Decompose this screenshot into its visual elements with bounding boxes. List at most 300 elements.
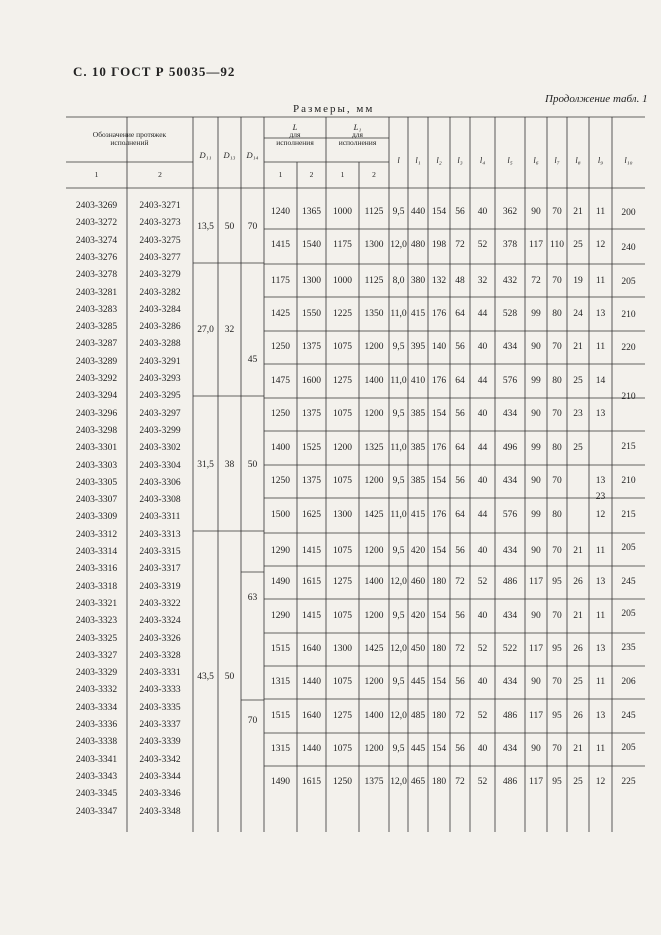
data-cell: 44 — [477, 309, 488, 319]
data-cell: 1400 — [364, 711, 384, 721]
data-cell: 13 — [595, 711, 606, 721]
data-cell: 434 — [502, 677, 518, 687]
designation-exec-2: 2403-3286 — [139, 322, 181, 333]
data-cell: 52 — [477, 644, 488, 654]
data-cell: 64 — [455, 510, 465, 520]
data-cell: 1175 — [271, 276, 290, 286]
data-cell: 154 — [431, 476, 447, 486]
data-cell: 56 — [455, 342, 465, 352]
data-cell: 496 — [502, 443, 518, 453]
l10-value: 205 — [621, 743, 636, 753]
data-cell: 21 — [573, 342, 583, 352]
data-cell: 12,0 — [390, 777, 407, 787]
data-cell: 1515 — [271, 644, 290, 654]
data-cell: 1175 — [333, 240, 352, 250]
data-cell: 1250 — [271, 342, 290, 352]
data-cell: 154 — [431, 207, 447, 217]
data-cell: 64 — [455, 309, 465, 319]
data-cell: 70 — [552, 342, 562, 352]
header-l8: l₈ — [575, 155, 581, 165]
data-cell: 52 — [477, 777, 488, 787]
data-cell: 1500 — [271, 510, 290, 520]
designation-exec-2: 2403-3344 — [139, 771, 181, 782]
data-cell: 13 — [595, 644, 606, 654]
designation-exec-1: 2403-3323 — [75, 616, 118, 627]
data-cell: 56 — [455, 744, 465, 754]
data-cell: 420 — [410, 546, 426, 556]
data-cell: 40 — [477, 744, 488, 754]
data-cell: 1375 — [302, 476, 321, 486]
data-cell: 180 — [431, 711, 447, 721]
header-exec-L: для исполнения — [276, 130, 314, 147]
designation-exec-2: 2403-3295 — [139, 391, 181, 402]
data-cell: 1240 — [271, 207, 290, 217]
data-cell: 576 — [502, 376, 518, 386]
data-cell: 117 — [529, 711, 543, 721]
data-cell: 485 — [410, 711, 426, 721]
designation-exec-1: 2403-3336 — [75, 720, 118, 730]
data-cell: 1200 — [364, 744, 384, 754]
designation-exec-2: 2403-3335 — [139, 702, 181, 713]
data-cell: 90 — [531, 476, 541, 486]
data-cell: 99 — [531, 443, 541, 453]
data-cell: 1365 — [302, 207, 321, 217]
data-cell: 9,5 — [392, 546, 405, 556]
data-cell: 180 — [431, 644, 447, 654]
l10-value: 225 — [621, 777, 636, 787]
data-cell: 24 — [573, 309, 583, 319]
data-cell: 1625 — [302, 510, 321, 520]
data-cell: 1400 — [271, 443, 290, 453]
data-cell: 420 — [410, 611, 426, 621]
data-cell: 95 — [552, 577, 562, 587]
data-cell: 1325 — [364, 443, 384, 453]
data-cell: 21 — [573, 611, 583, 621]
data-cell: 176 — [431, 376, 447, 386]
designation-exec-1: 2403-3325 — [75, 633, 118, 644]
designation-exec-1: 2403-3309 — [75, 512, 118, 523]
data-cell: 1490 — [271, 777, 290, 787]
data-cell: 11 — [595, 546, 606, 556]
data-cell: 11,0 — [390, 510, 407, 520]
data-cell: 117 — [529, 777, 543, 787]
designation-exec-2: 2403-3273 — [139, 218, 181, 229]
data-cell: 44 — [477, 376, 488, 386]
data-cell: 176 — [431, 309, 447, 319]
designation-exec-2: 2403-3328 — [139, 650, 181, 661]
data-cell: 40 — [477, 677, 488, 687]
data-cell: 1290 — [271, 546, 290, 556]
data-cell: 117 — [529, 644, 543, 654]
designation-exec-2: 2403-3313 — [139, 529, 181, 540]
data-cell: 528 — [502, 309, 518, 319]
data-cell: 176 — [431, 443, 447, 453]
col-number: 1 — [94, 170, 99, 179]
diameter-value: 63 — [247, 593, 258, 603]
designation-exec-1: 2403-3303 — [75, 460, 118, 471]
designation-exec-1: 2403-3307 — [75, 495, 118, 506]
l10-value: 215 — [621, 510, 636, 520]
data-cell: 9,5 — [392, 677, 405, 687]
data-cell: 40 — [477, 476, 488, 486]
l10-value: 205 — [621, 277, 636, 287]
l10-value: 245 — [621, 711, 636, 721]
data-cell: 12 — [595, 240, 606, 250]
data-cell: 180 — [431, 577, 447, 587]
header-L1: L₁ — [353, 122, 362, 132]
data-cell: 90 — [531, 744, 541, 754]
designation-exec-2: 2403-3291 — [139, 356, 181, 367]
data-cell: 410 — [410, 376, 426, 386]
data-cell: 395 — [410, 342, 426, 352]
data-cell: 1200 — [364, 476, 384, 486]
data-cell: 1275 — [333, 711, 352, 721]
data-cell: 12 — [595, 510, 606, 520]
data-cell: 1250 — [271, 409, 290, 419]
data-cell: 11,0 — [390, 376, 407, 386]
data-cell: 13 — [595, 577, 606, 587]
data-cell: 1075 — [333, 677, 352, 687]
data-cell: 385 — [410, 409, 426, 419]
data-cell: 1300 — [302, 276, 321, 286]
page-header: С. 10 ГОСТ Р 50035—92 — [73, 64, 236, 79]
data-cell: 56 — [455, 611, 465, 621]
designation-exec-1: 2403-3301 — [75, 443, 118, 454]
data-cell: 9,5 — [392, 476, 405, 486]
data-cell: 99 — [531, 510, 541, 520]
data-cell: 52 — [477, 711, 488, 721]
data-cell: 11,0 — [390, 309, 407, 319]
designation-exec-2: 2403-3293 — [139, 374, 181, 384]
data-cell: 12,0 — [390, 644, 407, 654]
data-cell: 1075 — [333, 342, 352, 352]
data-cell-merged: 23 — [595, 492, 606, 502]
designation-exec-1: 2403-3332 — [75, 685, 118, 696]
header-l6: l₆ — [533, 155, 539, 165]
designation-exec-1: 2403-3327 — [75, 650, 118, 661]
designation-exec-1: 2403-3298 — [75, 425, 118, 436]
data-cell: 1425 — [271, 309, 290, 319]
header-l9: l₉ — [597, 155, 604, 165]
data-cell: 70 — [552, 611, 562, 621]
l10-value: 235 — [621, 643, 636, 653]
designation-exec-2: 2403-3342 — [139, 754, 181, 765]
header-d13: D₁₃ — [223, 150, 236, 160]
data-cell: 486 — [502, 577, 518, 587]
data-cell: 80 — [552, 309, 562, 319]
data-cell: 13 — [595, 476, 606, 486]
data-cell: 1125 — [364, 276, 384, 286]
designation-exec-1: 2403-3329 — [75, 668, 118, 679]
header-l7: l₇ — [554, 155, 560, 165]
col-number: 2 — [309, 170, 314, 179]
diameter-value: 50 — [224, 222, 235, 232]
header-exec-L1: для исполнения — [338, 130, 377, 147]
data-cell: 26 — [573, 644, 583, 654]
data-cell: 48 — [455, 276, 465, 286]
data-cell: 415 — [410, 510, 426, 520]
header-l2: l₂ — [436, 155, 442, 165]
header-l: l — [397, 155, 400, 165]
designation-exec-2: 2403-3346 — [139, 789, 181, 800]
data-cell: 72 — [455, 777, 465, 787]
data-cell: 445 — [410, 744, 426, 754]
data-cell: 1075 — [333, 409, 352, 419]
designation-exec-1: 2403-3347 — [75, 806, 118, 817]
data-cell: 95 — [552, 711, 562, 721]
data-cell: 1075 — [333, 476, 352, 486]
data-cell: 1125 — [364, 207, 384, 217]
data-cell: 1615 — [302, 777, 321, 787]
data-cell: 460 — [410, 577, 426, 587]
data-cell: 25 — [573, 443, 583, 453]
data-cell: 1075 — [333, 546, 352, 556]
designation-exec-2: 2403-3271 — [139, 201, 181, 211]
data-cell: 70 — [552, 409, 562, 419]
data-cell: 23 — [573, 409, 583, 419]
designation-exec-2: 2403-3348 — [139, 806, 181, 817]
data-cell: 432 — [502, 276, 518, 286]
designation-exec-1: 2403-3345 — [75, 789, 118, 800]
designation-exec-1: 2403-3269 — [75, 201, 118, 211]
designation-exec-1: 2403-3296 — [75, 408, 118, 419]
data-cell: 11,0 — [390, 443, 407, 453]
data-cell: 1400 — [364, 577, 384, 587]
data-cell: 21 — [573, 546, 583, 556]
data-cell: 11 — [595, 744, 606, 754]
data-cell: 90 — [531, 677, 541, 687]
designation-exec-1: 2403-3341 — [75, 754, 118, 765]
data-cell: 52 — [477, 577, 488, 587]
designation-exec-2: 2403-3311 — [139, 512, 181, 523]
designation-exec-1: 2403-3294 — [75, 391, 118, 402]
data-cell: 1475 — [271, 376, 290, 386]
data-cell: 1440 — [302, 744, 321, 754]
header-l4: l₄ — [479, 155, 486, 165]
diameter-value: 13,5 — [197, 222, 214, 232]
data-cell: 9,5 — [392, 409, 405, 419]
designation-exec-2: 2403-3284 — [139, 304, 181, 315]
data-cell: 1640 — [302, 644, 321, 654]
data-cell: 12,0 — [390, 577, 407, 587]
diameter-value: 32 — [224, 325, 235, 335]
data-cell: 1250 — [271, 476, 290, 486]
data-cell: 1300 — [333, 510, 352, 520]
designation-exec-1: 2403-3292 — [75, 374, 118, 384]
designation-exec-2: 2403-3282 — [139, 287, 181, 298]
data-cell: 64 — [455, 443, 465, 453]
data-cell: 70 — [552, 744, 562, 754]
diameter-value: 38 — [224, 460, 235, 470]
data-cell: 465 — [410, 777, 426, 787]
designation-exec-2: 2403-3297 — [139, 408, 181, 419]
header-l3: l₃ — [457, 155, 463, 165]
data-cell: 1290 — [271, 611, 290, 621]
data-cell: 40 — [477, 342, 488, 352]
data-cell: 70 — [552, 276, 562, 286]
data-cell: 1200 — [364, 677, 384, 687]
designation-exec-1: 2403-3314 — [75, 547, 118, 557]
data-cell: 70 — [552, 207, 562, 217]
data-cell: 110 — [550, 240, 564, 250]
designation-exec-2: 2403-3308 — [139, 495, 181, 506]
designation-exec-2: 2403-3299 — [139, 425, 181, 436]
l10-value: 206 — [621, 677, 636, 687]
data-cell: 56 — [455, 207, 465, 217]
l10-value: 240 — [621, 243, 636, 253]
data-cell: 11 — [595, 207, 606, 217]
header-L: L — [292, 122, 298, 132]
designation-exec-2: 2403-3302 — [139, 443, 181, 454]
data-cell: 56 — [455, 476, 465, 486]
data-cell: 21 — [573, 207, 583, 217]
data-cell: 154 — [431, 611, 447, 621]
data-cell: 8,0 — [392, 276, 405, 286]
data-cell: 1200 — [364, 611, 384, 621]
data-cell: 40 — [477, 207, 488, 217]
data-cell: 1525 — [302, 443, 321, 453]
data-cell: 40 — [477, 546, 488, 556]
l10-value: 220 — [621, 343, 636, 353]
diameter-value: 45 — [247, 355, 258, 365]
designation-exec-1: 2403-3321 — [75, 598, 118, 609]
designation-exec-2: 2403-3326 — [139, 633, 181, 644]
designation-exec-1: 2403-3316 — [75, 564, 118, 575]
data-cell: 64 — [455, 376, 465, 386]
data-cell: 90 — [531, 342, 541, 352]
designation-exec-1: 2403-3312 — [75, 529, 118, 540]
designation-exec-2: 2403-3315 — [139, 547, 181, 557]
data-cell: 522 — [502, 644, 518, 654]
data-cell: 70 — [552, 476, 562, 486]
data-cell: 44 — [477, 443, 488, 453]
data-cell: 72 — [455, 240, 465, 250]
designation-exec-2: 2403-3322 — [139, 598, 181, 609]
designation-exec-2: 2403-3317 — [139, 564, 181, 575]
data-cell: 25 — [573, 376, 583, 386]
data-cell: 52 — [477, 240, 488, 250]
data-cell: 72 — [455, 644, 465, 654]
data-cell: 40 — [477, 611, 488, 621]
data-cell: 11 — [595, 611, 606, 621]
data-cell: 95 — [552, 777, 562, 787]
data-cell: 434 — [502, 744, 518, 754]
designation-exec-1: 2403-3289 — [75, 356, 118, 367]
data-cell: 90 — [531, 409, 541, 419]
l10-value: 210 — [621, 476, 636, 486]
data-cell: 70 — [552, 677, 562, 687]
data-cell: 450 — [410, 644, 426, 654]
data-cell: 80 — [552, 510, 562, 520]
data-cell: 56 — [455, 546, 465, 556]
data-cell: 385 — [410, 443, 426, 453]
data-cell: 434 — [502, 611, 518, 621]
data-cell: 80 — [552, 376, 562, 386]
data-cell: 11 — [595, 342, 606, 352]
data-cell: 25 — [573, 240, 583, 250]
data-cell: 56 — [455, 677, 465, 687]
diameter-value: 70 — [247, 716, 258, 726]
header-l1: l₁ — [415, 155, 421, 165]
col-number: 1 — [340, 170, 345, 179]
data-cell: 1640 — [302, 711, 321, 721]
data-cell: 12,0 — [390, 711, 407, 721]
designation-exec-2: 2403-3331 — [139, 668, 181, 679]
col-number: 2 — [372, 170, 376, 179]
diameter-value: 70 — [247, 222, 258, 232]
data-cell: 21 — [573, 744, 583, 754]
data-cell: 180 — [431, 777, 447, 787]
header-l10: l₁₀ — [624, 155, 633, 165]
data-cell: 1200 — [364, 546, 384, 556]
data-cell: 1250 — [333, 777, 352, 787]
data-cell: 176 — [431, 510, 447, 520]
data-cell: 1415 — [302, 546, 321, 556]
data-cell: 480 — [410, 240, 426, 250]
designation-exec-2: 2403-3279 — [139, 270, 181, 281]
data-cell: 1375 — [302, 342, 321, 352]
data-cell: 90 — [531, 546, 541, 556]
data-cell: 1315 — [271, 677, 290, 687]
continuation-label: Продолжение табл. 1 — [545, 93, 648, 105]
data-cell: 1375 — [302, 409, 321, 419]
data-cell: 13 — [595, 409, 606, 419]
designation-exec-1: 2403-3334 — [75, 702, 118, 713]
data-cell: 1275 — [333, 577, 352, 587]
designation-exec-2: 2403-3337 — [139, 720, 181, 730]
data-cell: 1415 — [302, 611, 321, 621]
data-cell: 13 — [595, 309, 606, 319]
data-cell: 1540 — [302, 240, 321, 250]
data-cell: 1300 — [333, 644, 352, 654]
designation-exec-2: 2403-3324 — [139, 616, 181, 627]
designation-exec-1: 2403-3343 — [75, 771, 118, 782]
data-cell: 9,5 — [392, 744, 405, 754]
data-cell: 434 — [502, 476, 518, 486]
data-cell: 9,5 — [392, 207, 405, 217]
data-cell: 1200 — [333, 443, 352, 453]
diameter-value: 31,5 — [197, 460, 214, 470]
col-number: 2 — [158, 170, 162, 179]
data-cell: 56 — [455, 409, 465, 419]
designation-exec-1: 2403-3285 — [75, 322, 118, 333]
data-cell: 99 — [531, 376, 541, 386]
data-cell: 1425 — [364, 510, 384, 520]
data-cell: 44 — [477, 510, 488, 520]
data-cell: 72 — [455, 711, 465, 721]
data-cell: 576 — [502, 510, 518, 520]
col-number: 1 — [278, 170, 283, 179]
l10-value: 205 — [621, 543, 636, 553]
data-cell: 1200 — [364, 342, 384, 352]
data-cell: 1300 — [364, 240, 384, 250]
data-cell: 1315 — [271, 744, 290, 754]
data-cell: 95 — [552, 644, 562, 654]
data-cell: 9,5 — [392, 611, 405, 621]
designation-header: Обозначение протяжек исполнений — [92, 130, 167, 147]
data-cell: 99 — [531, 309, 541, 319]
data-cell: 1075 — [333, 611, 352, 621]
designation-exec-2: 2403-3319 — [139, 581, 181, 592]
data-cell: 19 — [573, 276, 583, 286]
data-cell: 117 — [529, 240, 543, 250]
data-cell: 80 — [552, 443, 562, 453]
data-cell: 12 — [595, 777, 606, 787]
data-cell: 486 — [502, 777, 518, 787]
data-cell: 1225 — [333, 309, 352, 319]
table-caption: Размеры, мм — [293, 103, 375, 115]
data-cell: 25 — [573, 677, 583, 687]
